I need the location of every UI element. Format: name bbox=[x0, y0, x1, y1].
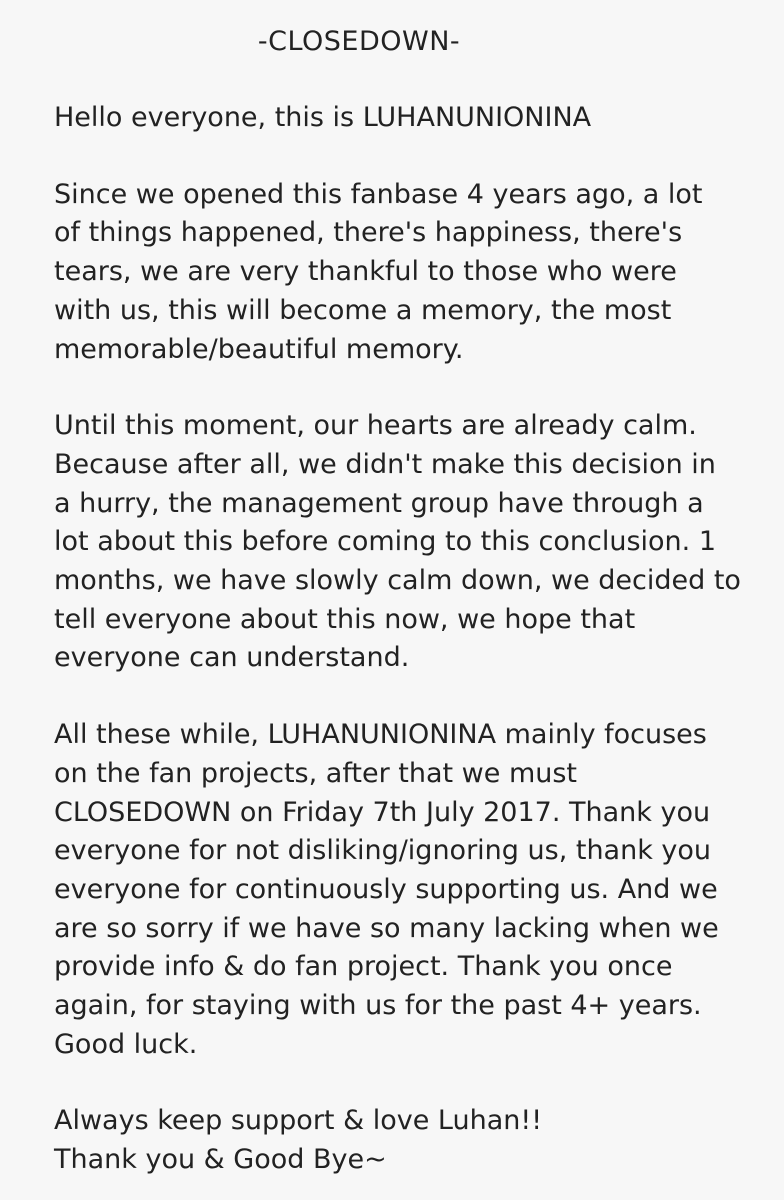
closing-line: Thank you & Good Bye~ bbox=[54, 1144, 387, 1176]
paragraph-decision bbox=[54, 407, 760, 678]
paragraph-history bbox=[54, 176, 760, 370]
paragraph-line: are so sorry if we have so many lacking when we bbox=[54, 912, 719, 944]
paragraph-line: on the fan projects, after that we must bbox=[54, 757, 578, 789]
greeting-paragraph bbox=[54, 99, 760, 138]
paragraph-line: with us, this will become a memory, the most bbox=[54, 294, 672, 326]
closing-paragraph bbox=[54, 1102, 760, 1179]
paragraph-line: provide info & do fan project. Thank you once bbox=[54, 951, 673, 983]
paragraph-line: Because after all, we didn't make this decision in bbox=[54, 448, 716, 480]
paragraph-line: everyone can understand. bbox=[54, 642, 410, 674]
paragraph-closedown bbox=[54, 716, 760, 1064]
paragraph-line: memorable/beautiful memory. bbox=[54, 333, 464, 365]
paragraph-line: months, we have slowly calm down, we decided to bbox=[54, 565, 741, 597]
paragraph-line: CLOSEDOWN on Friday 7th July 2017. Thank you bbox=[54, 796, 711, 828]
paragraph-line: a hurry, the management group have through a bbox=[54, 487, 704, 519]
greeting-line: Hello everyone, this is LUHANUNIONINA bbox=[54, 102, 592, 133]
paragraph-line: again, for staying with us for the past 4+ years. bbox=[54, 990, 702, 1022]
paragraph-line: lot about this before coming to this conclusion. 1 bbox=[54, 526, 717, 558]
paragraph-line: everyone for continuously supporting us. And we bbox=[54, 873, 718, 905]
paragraph-line: Until this moment, our hearts are already calm. bbox=[54, 410, 697, 442]
notice-title: -CLOSEDOWN- bbox=[257, 26, 461, 57]
closing-line: Always keep support & love Luhan!! bbox=[54, 1105, 543, 1137]
paragraph-line: of things happened, there's happiness, there's bbox=[54, 217, 683, 249]
paragraph-line: tears, we are very thankful to those who were bbox=[54, 256, 677, 288]
paragraph-line: Good luck. bbox=[54, 1028, 198, 1060]
notice-body bbox=[54, 99, 760, 1180]
paragraph-line: Since we opened this fanbase 4 years ago, a lot bbox=[54, 178, 703, 210]
paragraph-line: everyone for not disliking/ignoring us, thank you bbox=[54, 835, 712, 867]
paragraph-line: tell everyone about this now, we hope that bbox=[54, 603, 636, 635]
paragraph-line: All these while, LUHANUNIONINA mainly focuses bbox=[54, 719, 707, 751]
